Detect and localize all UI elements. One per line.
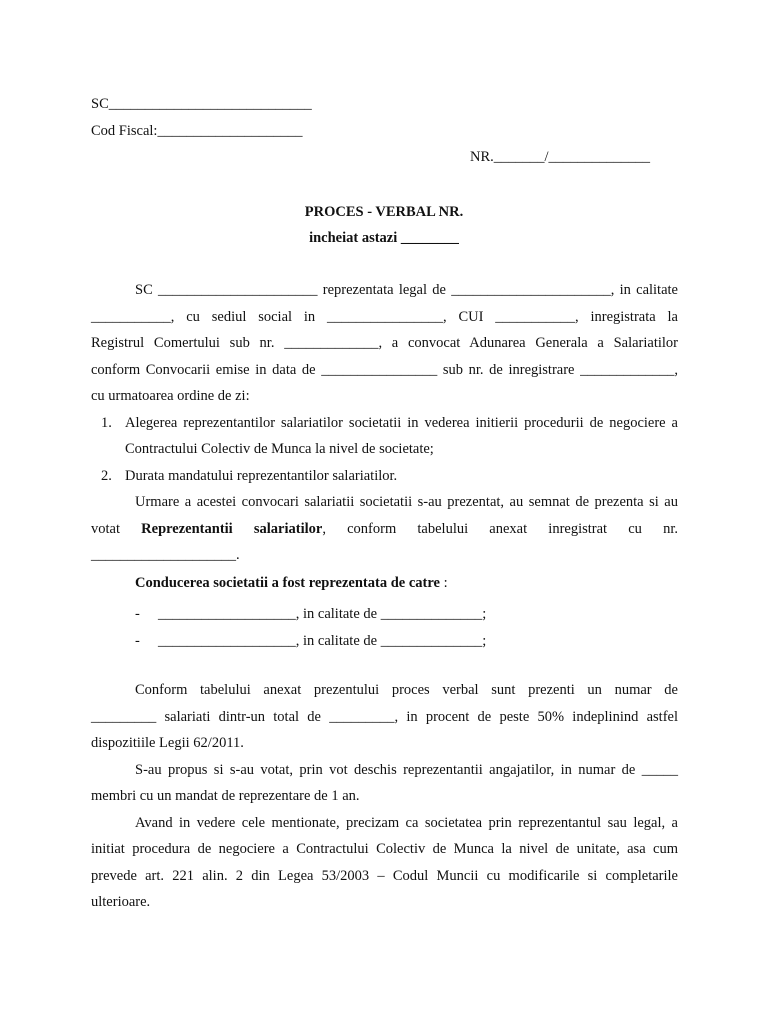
agenda-item-1 (91, 410, 678, 463)
list-number: 1. (101, 414, 112, 431)
paragraph-line: _________ salariati dintr-un total de _________, in procent de peste 50% indeplinind astfel (91, 708, 678, 725)
paragraph-line: S-au propus si s-au votat, prin vot deschis reprezentantii angajatilor, in numar de _____ (135, 761, 678, 778)
paragraph-line: Durata mandatului reprezentantilor salariatilor. (125, 467, 398, 484)
paragraph-line: cu urmatoarea ordine de zi: (91, 388, 250, 404)
bold-term: Reprezentantii salariatilor (141, 520, 323, 537)
company-name-line: SC____________________________ (91, 96, 312, 112)
paragraph-line: ___________, cu sediul social in ________________, CUI ___________, inregistrata la (91, 308, 678, 325)
paragraph-line: Urmare a acestei convocari salariatii societatii s-au prezentat, au semnat de prezenta si au (135, 494, 678, 510)
paragraph-line: Alegerea reprezentantilor salariatilor societatii in vederea initierii procedurii de negociere a (125, 414, 678, 431)
document-subtitle: incheiat astazi ________ (309, 230, 459, 246)
paragraph-line: Contractului Colectiv de Munca la nivel de societate; (125, 441, 434, 457)
closing-paragraphs (91, 677, 678, 916)
text-span: votat (91, 520, 142, 537)
paragraph-line: Registrul Comertului sub nr. _____________, a convocat Adunarea Generala a Salariatilor (91, 335, 678, 351)
paragraph-line (91, 516, 678, 543)
fiscal-code-line: Cod Fiscal:____________________ (91, 123, 303, 139)
registration-number-line: NR._______/______________ (470, 149, 651, 165)
management-heading (91, 570, 678, 597)
representative-line: ___________________, in calitate de ______________; (158, 633, 487, 649)
paragraph-line: Conform tabelului anexat prezentului proces verbal sunt prezenti un numar de (135, 682, 678, 698)
list-number: 2. (101, 467, 112, 484)
text-span: : (439, 575, 448, 591)
dash-marker: - (135, 606, 140, 622)
representative-row-1 (135, 605, 487, 623)
paragraph-line: SC ______________________ reprezentata legal de ______________________, in calitate (135, 282, 678, 298)
representative-line: ___________________, in calitate de ______________; (158, 606, 487, 622)
paragraph-line: conform Convocarii emise in data de ________________ sub nr. de inregistrare _____________, (91, 361, 678, 378)
paragraph-line: membri cu un mandat de reprezentare de 1 an. (91, 788, 360, 804)
section-heading: Conducerea societatii a fost reprezentata de catre (135, 575, 440, 591)
paragraph-line: dispozitiile Legii 62/2011. (91, 735, 244, 751)
document-title: PROCES - VERBAL NR. (304, 204, 464, 220)
paragraph-line: initiat procedura de negociere a Contractului Colectiv de Munca la nivel de unitate, asa cum (91, 841, 678, 857)
paragraph-line: ____________________. (91, 547, 240, 563)
paragraph-line: ulterioare. (91, 894, 151, 910)
paragraph-line: prevede art. 221 alin. 2 din Legea 53/2003 – Codul Muncii cu modificarile si completarile (91, 867, 678, 884)
intro-paragraph (91, 277, 678, 569)
text-span: , conform tabelului anexat inregistrat cu nr. (322, 520, 678, 537)
paragraph-line: Avand in vedere cele mentionate, precizam ca societatea prin reprezentantul sau legal, a (135, 814, 678, 831)
representative-row-2 (135, 632, 487, 650)
agenda-item-2 (91, 463, 678, 490)
dash-marker: - (135, 633, 140, 649)
